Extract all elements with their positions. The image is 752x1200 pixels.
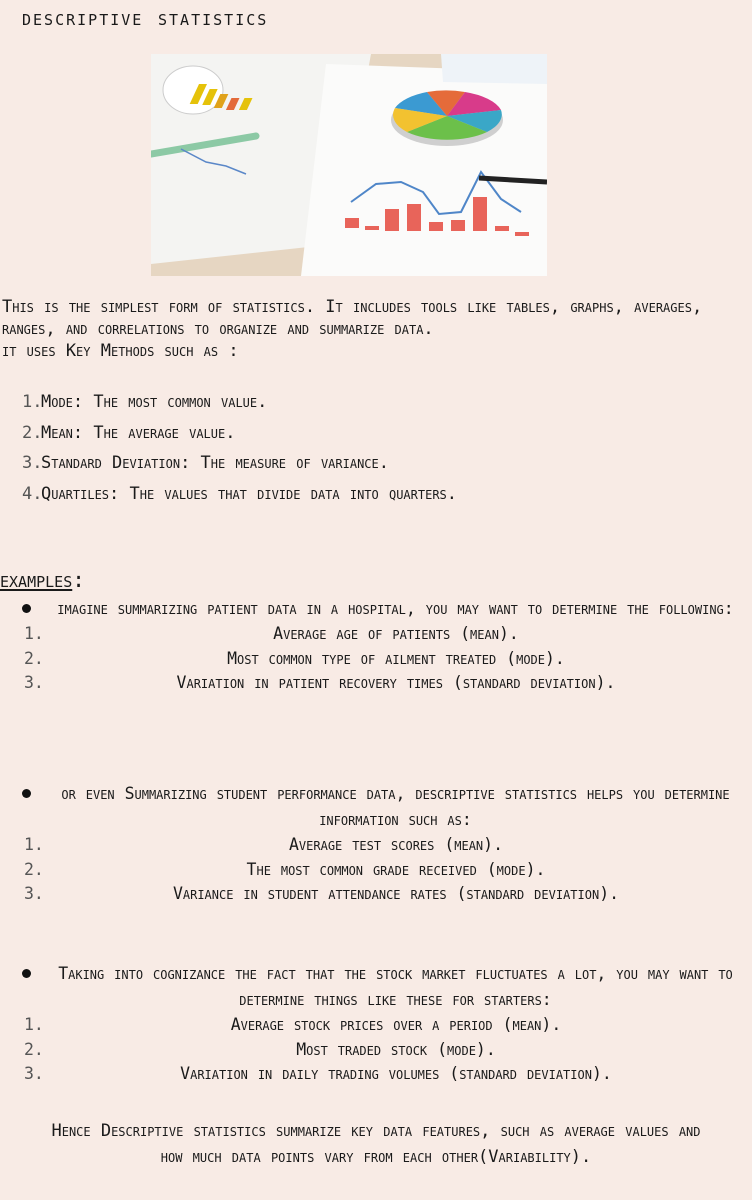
list-text: Variation in patient recovery times (standard deviation). xyxy=(176,673,616,692)
list-text: Variance in student attendance rates (standard deviation). xyxy=(172,884,620,903)
example-text: Taking into cognizance the fact that the stock market fluctuates a lot, you may want to determine things like these for starters: xyxy=(58,964,733,1009)
list-item xyxy=(0,671,752,696)
list-number: 2. xyxy=(24,648,44,668)
intro-line: it uses Key Methods such as : xyxy=(2,341,239,361)
intro-line: ranges, and correlations to organize and summarize data. xyxy=(2,319,434,339)
examples-colon: : xyxy=(72,568,85,592)
examples-heading xyxy=(0,568,85,592)
list-number: 1. xyxy=(24,835,44,854)
list-number: 2. xyxy=(24,859,44,879)
list-item xyxy=(22,453,457,484)
list-item xyxy=(0,858,752,883)
example-block xyxy=(0,781,752,907)
list-number: 1. xyxy=(22,392,43,412)
list-number: 1. xyxy=(24,624,44,643)
list-item xyxy=(0,1062,752,1087)
methods-list xyxy=(22,392,457,514)
list-text: Quartiles: The values that divide data into quarters. xyxy=(41,483,458,504)
example-text: imagine summarizing patient data in a hospital, you may want to determine the following: xyxy=(57,599,734,618)
example-text: or even Summarizing student performance data, descriptive statistics helps you determine information such as: xyxy=(61,784,730,829)
list-text: Average age of patients (mean). xyxy=(273,624,519,643)
list-item xyxy=(22,423,457,454)
bullet-icon xyxy=(22,789,31,798)
list-item xyxy=(0,1038,752,1063)
list-text: Variation in daily trading volumes (standard deviation). xyxy=(180,1064,612,1083)
list-text: Standard Deviation: The measure of variance. xyxy=(41,453,389,473)
list-item xyxy=(22,484,457,515)
list-item xyxy=(0,882,752,907)
list-item xyxy=(0,622,752,647)
list-item xyxy=(0,647,752,672)
conclusion-line: how much data points vary from each other(Variability). xyxy=(160,1147,592,1167)
list-text: The most common grade received (mode). xyxy=(246,859,546,879)
list-number: 3. xyxy=(24,884,44,903)
list-item xyxy=(22,392,457,423)
list-number: 3. xyxy=(22,453,43,473)
conclusion-paragraph xyxy=(0,1118,752,1170)
examples-label: examples xyxy=(0,568,73,592)
list-text: Average stock prices over a period (mean). xyxy=(230,1015,562,1034)
list-number: 4. xyxy=(22,483,43,504)
list-text: Mean: The average value. xyxy=(41,422,236,443)
list-number: 3. xyxy=(24,1064,44,1083)
list-text: Average test scores (mean). xyxy=(288,835,504,854)
list-item xyxy=(0,1013,752,1038)
example-block xyxy=(0,961,752,1087)
list-text: Most common type of ailment treated (mode). xyxy=(227,648,565,668)
page-title: descriptive statistics xyxy=(22,6,269,30)
statistics-photo xyxy=(151,54,547,276)
list-item xyxy=(0,833,752,858)
intro-paragraph xyxy=(2,296,752,362)
list-number: 3. xyxy=(24,673,44,692)
list-text: Mode: The most common value. xyxy=(41,392,268,412)
example-block xyxy=(0,596,752,696)
list-number: 1. xyxy=(24,1015,44,1034)
bullet-icon xyxy=(22,969,31,978)
list-number: 2. xyxy=(22,422,43,443)
bullet-icon xyxy=(22,604,31,613)
list-text: Most traded stock (mode). xyxy=(296,1039,496,1059)
conclusion-line: Hence Descriptive statistics summarize key data features, such as average values and xyxy=(51,1121,701,1141)
intro-line: This is the simplest form of statistics. It includes tools like tables, graphs, averages, xyxy=(2,297,703,317)
list-number: 2. xyxy=(24,1039,44,1059)
